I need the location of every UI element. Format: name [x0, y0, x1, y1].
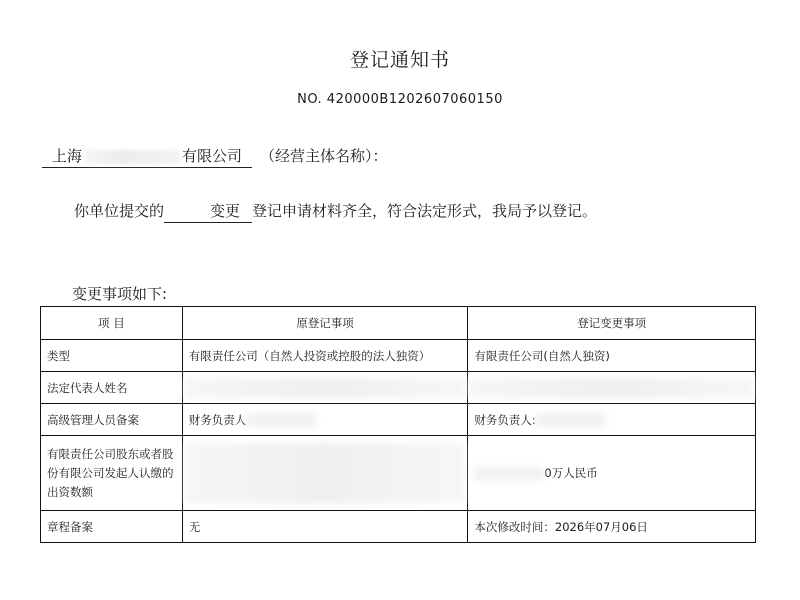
redacted-text: [185, 443, 466, 503]
redacted-text: [246, 413, 316, 427]
section-heading: 变更事项如下:: [72, 285, 168, 303]
company-name-prefix: 上海: [52, 147, 83, 165]
row-original-redacted: [182, 372, 468, 404]
table-row: [41, 404, 756, 436]
row-original: [182, 404, 468, 436]
table-row: [41, 436, 756, 511]
row-item: 类型: [41, 340, 183, 372]
row-changed-redacted: [468, 372, 756, 404]
row-original: 有限责任公司（自然人投资或控股的法人独资）: [182, 340, 468, 372]
statement-before: 你单位提交的: [74, 202, 165, 220]
header-item: 项 目: [41, 307, 183, 340]
company-name-suffix: 有限公司: [182, 147, 243, 165]
redacted-text: [84, 150, 180, 164]
table-row: [41, 340, 756, 372]
addressee-label: （经营主体名称）：: [260, 147, 388, 165]
header-changed: 登记变更事项: [468, 307, 756, 340]
table-row: [41, 511, 756, 543]
row-changed: 有限责任公司(自然人独资): [468, 340, 756, 372]
company-name-field: [42, 145, 252, 168]
addressee-line: [42, 145, 388, 168]
row-changed-text: 0万人民币: [544, 466, 598, 480]
table-header-row: [41, 307, 756, 340]
row-changed: [468, 404, 756, 436]
redacted-text: [185, 378, 466, 398]
header-original: 原登记事项: [182, 307, 468, 340]
row-item: 有限责任公司股东或者股份有限公司发起人认缴的出资数额: [41, 436, 183, 511]
row-original: 无: [182, 511, 468, 543]
change-type-value: 变更: [210, 202, 241, 220]
registration-changes-table: [40, 306, 756, 543]
statement-line: [74, 200, 597, 223]
row-original-text: 财务负责人: [188, 412, 247, 427]
row-changed: [468, 436, 756, 511]
redacted-text: [536, 413, 606, 427]
row-changed-text: 财务负责人:: [474, 412, 536, 427]
redacted-text: [474, 467, 544, 481]
statement-after: 登记申请材料齐全，符合法定形式，我局予以登记。: [252, 202, 598, 220]
row-original-redacted: [182, 436, 468, 511]
change-type-field: [164, 200, 252, 223]
document-title: 登记通知书: [349, 49, 450, 71]
table-row: [41, 372, 756, 404]
row-changed: 本次修改时间：2026年07月06日: [468, 511, 756, 543]
row-item: 章程备案: [41, 511, 183, 543]
redacted-text: [470, 378, 753, 398]
row-item: 高级管理人员备案: [41, 404, 183, 436]
document-number: NO. 420000B1202607060150: [297, 92, 503, 107]
row-item: 法定代表人姓名: [41, 372, 183, 404]
